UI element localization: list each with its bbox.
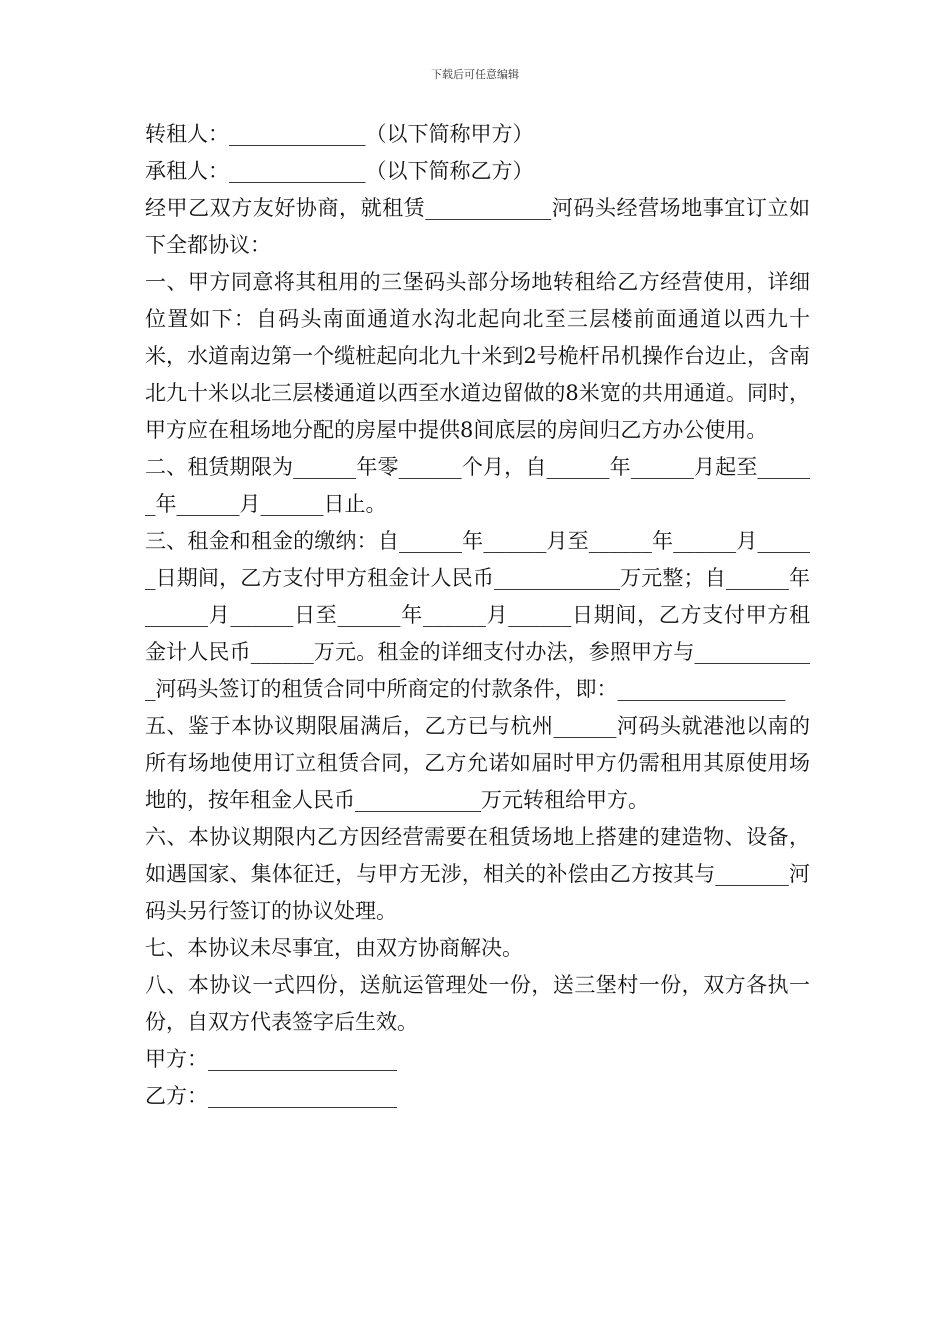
sublessor-line: 转租人：_____________（以下简称甲方）: [145, 122, 534, 146]
party-b-signature-line: 乙方：__________________: [145, 1084, 397, 1108]
clause-6-paragraph: 六、本协议期限内乙方因经营需要在租赁场地上搭建的建造物、设备，如遇国家、集体征迁，与甲方无涉，相关的补偿由乙方按其与_______河码头另行签订的协议处理。: [145, 825, 810, 923]
page-header-note: 下载后可任意编辑: [431, 68, 519, 81]
clause-1-paragraph: 一、甲方同意将其租用的三堡码头部分场地转租给乙方经营使用，详细位置如下：自码头南面通道水沟北起向北至三层楼前面通道以西九十米，水道南边第一个缆桩起向北九十米到2号桅杆吊机操作台边止，含南北九十米以北三层楼通道以西至水道边留做的8米宽的共用通道。同时，甲方应在租场地分配的房屋中提供8间底层的房间归乙方办公使用。: [145, 270, 810, 442]
preamble-paragraph: 经甲乙双方友好协商，就租赁____________河码头经营场地事宜订立如下全都协议：: [145, 196, 810, 257]
clause-8-paragraph: 八、本协议一式四份，送航运管理处一份，送三堡村一份，双方各执一份，自双方代表签字后生效。: [145, 973, 810, 1034]
clause-7-paragraph: 七、本协议未尽事宜，由双方协商解决。: [145, 936, 523, 960]
sublessee-line: 承租人：_____________（以下简称乙方）: [145, 159, 534, 183]
party-a-signature-line: 甲方：__________________: [145, 1047, 397, 1071]
clause-2-paragraph: 二、租赁期限为______年零______个月，自______年______月起至______年______月______日止。: [145, 455, 810, 516]
clause-3-paragraph: 三、租金和租金的缴纳：自______年______月至______年______月______日期间，乙方支付甲方租金计人民币____________万元整；自______年______月______日至______年______月______日期间，乙方支付甲方租金计人民币______万元。租金的详细支付办法，参照甲方与____________河码头签订的租赁合同中所商定的付款条件，即：________________: [145, 529, 810, 701]
document-body: [145, 116, 810, 1115]
clause-5-paragraph: 五、鉴于本协议期限届满后，乙方已与杭州______河码头就港池以南的所有场地使用订立租赁合同，乙方允诺如届时甲方仍需租用其原使用场地的，按年租金人民币____________万元转租给甲方。: [145, 714, 810, 812]
